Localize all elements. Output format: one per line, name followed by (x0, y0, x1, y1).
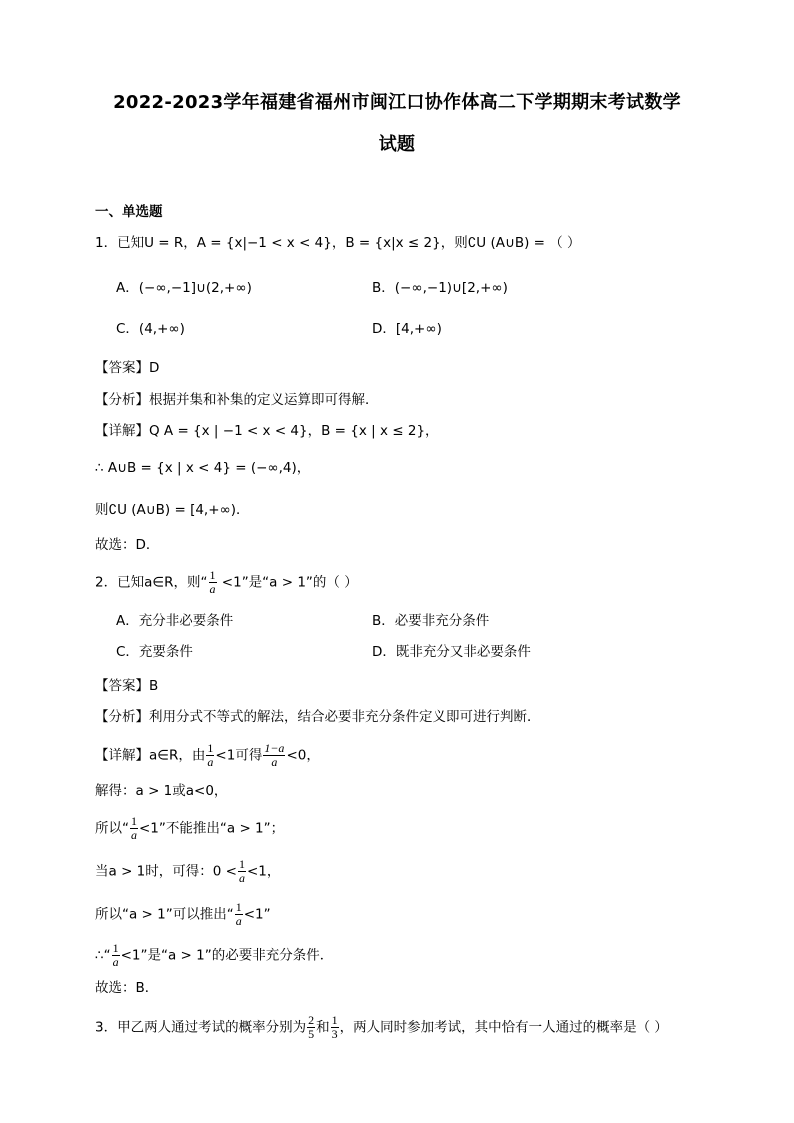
q2-detail-line3 (95, 815, 284, 842)
frac-numerator: 1 (235, 900, 242, 914)
fraction-one-third (331, 1014, 339, 1041)
q2-option-c: C．充要条件 (116, 644, 193, 660)
fraction-one-over-a (206, 742, 214, 769)
detail-text-post: <1， (246, 863, 281, 880)
frac-numerator: 1 (131, 814, 137, 828)
q1-detail-line1 (95, 421, 439, 441)
frac-numerator: 1 (238, 857, 245, 871)
q1-answer (95, 358, 159, 378)
frac-denominator: a (235, 914, 242, 928)
q2-answer (95, 676, 158, 696)
frac-denominator: 3 (331, 1027, 338, 1041)
detail-text-post: <1”不能推出“a > 1”； (139, 820, 285, 837)
q2-detail-line5 (95, 901, 271, 928)
q1-detail-line2: ∴ A∪B = {x | x < 4} = (−∞,4)， (95, 460, 311, 476)
q3-stem (95, 1014, 668, 1041)
frac-numerator: 1 (209, 568, 216, 582)
answer-tag: 【答案】 (95, 678, 149, 694)
fraction-two-fifths (307, 1014, 315, 1041)
q2-stem (95, 569, 358, 596)
detail-tag: 【详解】 (95, 747, 149, 764)
detail-text-pre: 当a > 1时，可得：0 < (95, 863, 237, 880)
analysis-tag: 【分析】 (95, 709, 149, 725)
q2-choose: 故选：B． (95, 980, 159, 996)
detail-tag: 【详解】 (95, 423, 149, 439)
frac-numerator: 1 (207, 741, 214, 755)
detail-text-pre: ∴“ (95, 947, 111, 964)
frac-denominator: a (207, 755, 214, 769)
q1-option-a: A．(−∞,−1]∪(2,+∞) (116, 280, 252, 296)
q2-option-a: A．充分非必要条件 (116, 613, 234, 629)
q3-stem-pre: 3．甲乙两人通过考试的概率分别为 (95, 1019, 307, 1036)
fraction-one-over-a (209, 569, 217, 596)
fraction-one-over-a (235, 901, 243, 928)
q1-stem: 1．已知U = R，A = {x|−1 < x < 4}，B = {x|x ≤ 2}，则∁U (A∪B) = （ ） (95, 235, 581, 251)
answer-value: B (149, 678, 159, 694)
q3-stem-post: ，两人同时参加考试，其中恰有一人通过的概率是（ ） (339, 1019, 668, 1036)
q1-option-b: B．(−∞,−1)∪[2,+∞) (372, 280, 508, 296)
answer-tag: 【答案】 (95, 360, 149, 376)
doc-title-line1: 2022-2023学年福建省福州市闽江口协作体高二下学期期末考试数学 (113, 92, 681, 113)
detail-text-post: <1”是“a > 1”的必要非充分条件． (120, 947, 334, 964)
q1-option-c: C．(4,+∞) (116, 321, 185, 337)
detail-text: Q A = {x | −1 < x < 4}，B = {x | x ≤ 2}， (149, 423, 439, 439)
frac-numerator: 1 (331, 1013, 338, 1027)
q2-detail-line6 (95, 942, 333, 969)
frac-numerator: 1 (112, 941, 119, 955)
q1-choose: 故选：D． (95, 537, 160, 553)
detail-text-post: <0， (286, 747, 320, 764)
q2-option-b: B．必要非充分条件 (372, 613, 490, 629)
frac-denominator: a (112, 955, 119, 969)
detail-text-post: <1” (243, 906, 271, 923)
analysis-tag: 【分析】 (95, 392, 149, 408)
section-heading: 一、单选题 (95, 204, 163, 220)
q1-detail-line3: 则∁U (A∪B) = [4,+∞)． (95, 502, 250, 518)
frac-denominator: a (131, 828, 137, 842)
q2-option-d: D．既非充分又非必要条件 (372, 644, 531, 660)
detail-text-pre: 所以“a > 1”可以推出“ (95, 906, 234, 923)
frac-numerator: 1−a (264, 741, 285, 755)
fraction-one-over-a (238, 858, 246, 885)
frac-denominator: a (271, 755, 278, 769)
frac-denominator: a (238, 871, 245, 885)
analysis-text: 利用分式不等式的解法，结合必要非充分条件定义即可进行判断． (149, 709, 541, 725)
fraction-one-over-a (130, 815, 138, 842)
q2-detail-line2: 解得：a > 1或a<0， (95, 783, 228, 799)
fraction-one-minus-a-over-a (263, 742, 285, 769)
analysis-text: 根据并集和补集的定义运算即可得解． (149, 392, 379, 408)
frac-denominator: a (209, 582, 216, 596)
q3-stem-mid: 和 (316, 1019, 330, 1036)
detail-text-mid: <1可得 (215, 747, 263, 764)
q1-option-d: D．[4,+∞) (372, 321, 442, 337)
q2-stem-pre: 2．已知a∈R，则“ (95, 574, 208, 591)
q2-analysis (95, 707, 541, 727)
q2-detail-line1 (95, 742, 320, 769)
q1-analysis (95, 390, 379, 410)
answer-value: D (149, 360, 160, 376)
detail-text-pre: 所以“ (95, 820, 129, 837)
fraction-one-over-a (112, 942, 120, 969)
detail-text-pre: a∈R，由 (149, 747, 206, 764)
q2-detail-line4 (95, 858, 280, 885)
q2-stem-mid: <1”是“a > 1”的（ ） (217, 574, 358, 591)
doc-title-line2: 试题 (378, 134, 416, 155)
frac-denominator: 5 (308, 1027, 315, 1041)
frac-numerator: 2 (308, 1013, 315, 1027)
